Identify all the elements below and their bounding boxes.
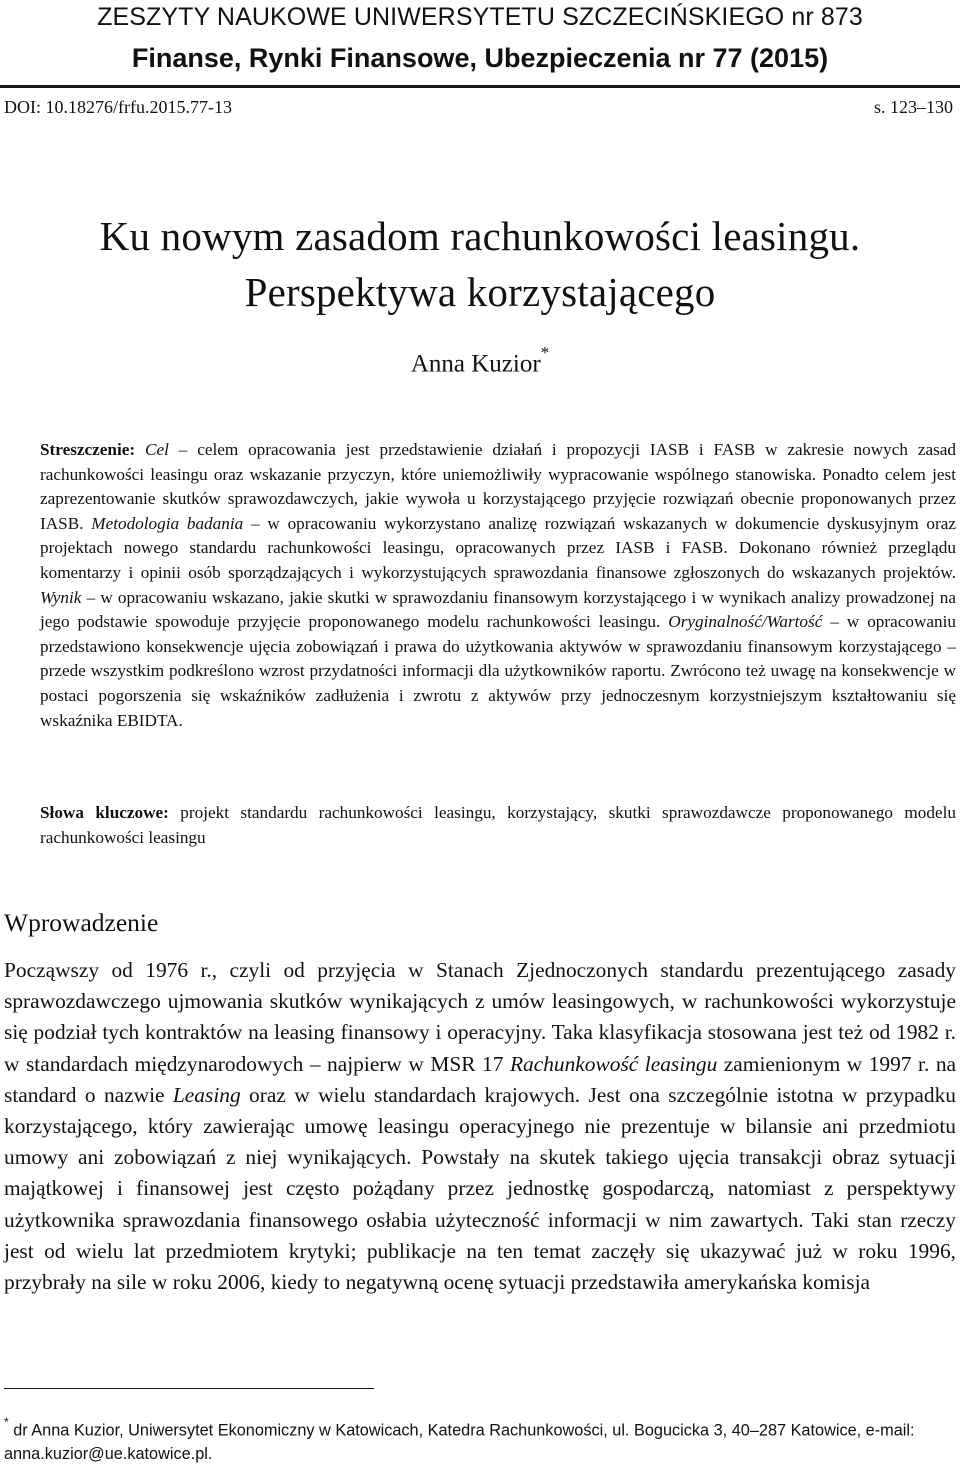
author-name: Anna Kuzior (410, 350, 541, 378)
keywords-label: Słowa kluczowe: (40, 803, 169, 822)
footnote-text: dr Anna Kuzior, Uniwersytet Ekonomiczny w Katowicach, Katedra Rachunkowości, ul. Bogucicka 3, 40–287 Katowice, e-mail: anna.kuzior@ue.katowice.pl. (4, 1421, 915, 1464)
footnote-divider (4, 1388, 374, 1389)
footnote-mark: * (4, 1415, 9, 1429)
abstract-label: Streszczenie: (40, 440, 136, 459)
intro-italic-standard-name: Rachunkowość leasingu (509, 1051, 718, 1076)
article-title-line-1: Ku nowym zasadom rachunkowości leasingu. (99, 213, 861, 259)
abstract (40, 438, 956, 733)
intro-text-3: oraz w wielu standardach krajowych. Jest ona szczególnie istotna w przypadku korzystającego, który zawierając umowę leasingu operacyjnego nie prezentuje w bilansie ani przedmiotu umowy ani zobowiązań z niej wynikających. Powstały na skutek takiego ujęcia transakcji obraz sytuacji majątkowej i finansowej jest często pożądany przez jednostkę gospodarczą, natomiast z perspektywy użytkownika sprawozdania finansowego osłabia użyteczność informacji w nim zawartych. Taki stan rzeczy jest od wielu lat przedmiotem krytyki; publikacje na ten temat zaczęły się ukazywać już w roku 1996, przybrały na sile w roku 2006, kiedy to negatywną ocenę sytuacji przedstawiła amerykańska komisja (4, 1082, 956, 1295)
introduction-paragraph (4, 955, 956, 1298)
page-range: s. 123–130 (873, 97, 953, 117)
author-footnote-mark: * (540, 343, 550, 362)
article-title (0, 208, 960, 320)
journal-series-title: ZESZYTY NAUKOWE UNIWERSYTETU SZCZECIŃSKIEGO nr 873 (97, 3, 863, 31)
intro-text-2: zamienionym w 1997 r. na standard o nazwie (4, 1051, 957, 1107)
footnote (4, 1413, 956, 1466)
abstract-method-text: – w opracowaniu wykorzystano analizę rozwiązań wskazanych w dokumencie dyskusyjnym oraz projektach nowego standardu rachunkowości leasingu, opracowanych przez IASB i FASB. Dokonano również przeglądu komentarzy i opinii osób sporządzających i wykorzystujących sprawozdania finansowe zgłoszonych do wskazanych projektów. (40, 513, 956, 582)
abstract-result-label: Wynik (40, 587, 82, 607)
section-heading-introduction: Wprowadzenie (4, 908, 159, 937)
keywords-text: projekt standardu rachunkowości leasingu, korzystający, skutki sprawozdawcze proponowanego modelu rachunkowości leasingu (40, 803, 956, 847)
journal-issue-title: Finanse, Rynki Finansowe, Ubezpieczenia nr 77 (2015) (131, 43, 829, 73)
abstract-purpose-label: Cel (145, 440, 169, 459)
intro-italic-leasing: Leasing (172, 1082, 241, 1107)
abstract-method-label: Metodologia badania (91, 513, 244, 533)
keywords (40, 801, 956, 850)
intro-text-1: Począwszy od 1976 r., czyli od przyjęcia w Stanach Zjednoczonych standardu prezentującego zasady sprawozdawczego ujmowania skutków wynikających z umów leasingowych, w rachunkowości wykorzystuje się podział tych kontraktów na leasing finansowy i operacyjny. Taka klasyfikacja stosowana jest też od 1982 r. w standardach międzynarodowych – najpierw w MSR 17 (4, 958, 956, 1076)
abstract-originality-text: – w opracowaniu przedstawiono konsekwencje ujęcia zobowiązań i prawa do użytkowania aktywów w sprawozdaniu finansowym korzystającego – przede wszystkim podkreślono wzrost przydatności informacji dla użytkowników raportu. Zwrócono też uwagę na konsekwencje w postaci pogorszenia się wskaźników zadłużenia i zwrotu z aktywów przy jednoczesnym korzystniejszym kształtowaniu się wskaźnika EBIDTA. (40, 612, 956, 730)
author-byline (0, 340, 960, 381)
abstract-purpose-text: – celem opracowania jest przedstawienie działań i propozycji IASB i FASB w zakresie nowych zasad rachunkowości leasingu oraz wskazanie przyczyn, które uniemożliwiły wypracowanie wspólnego stanowiska. Ponadto celem jest zaprezentowanie skutków sprawozdawczych, jakie wywoła u korzystającego przyjęcie rozwiązań obecnie proponowanych przez IASB. (40, 440, 957, 533)
header-divider (0, 85, 960, 88)
abstract-originality-label: Oryginalność/Wartość (668, 612, 823, 632)
article-title-line-2: Perspektywa korzystającego (244, 269, 716, 315)
doi: DOI: 10.18276/frfu.2015.77-13 (4, 97, 232, 117)
abstract-result-text: – w opracowaniu wskazano, jakie skutki w sprawozdaniu finansowym korzystającego i w wynikach analizy prowadzonej na jego podstawie spowoduje przyjęcie proponowanego modelu rachunkowości leasingu. (40, 587, 956, 632)
